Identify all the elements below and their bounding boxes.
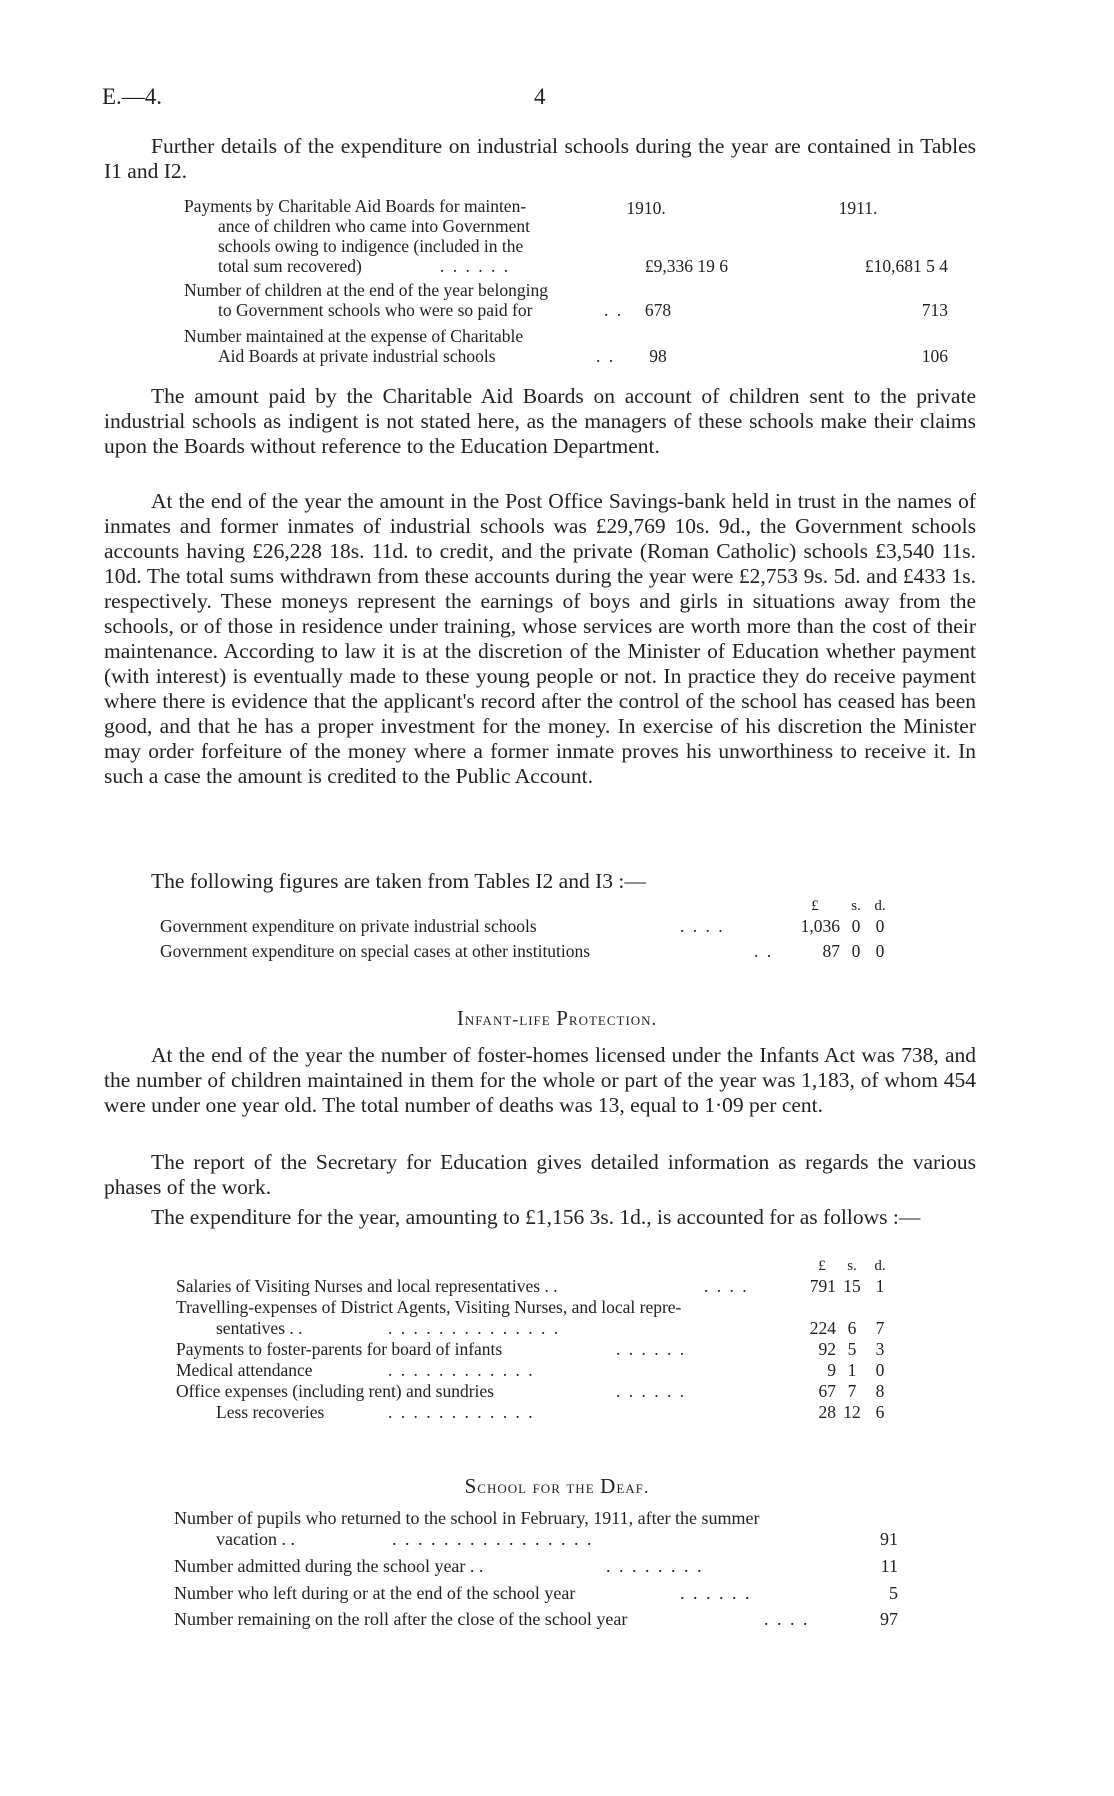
- maintained-1911-value: 106: [921, 346, 948, 366]
- leader-dots: . .: [604, 300, 624, 320]
- paragraph-report: The report of the Secretary for Education gives detailed information as regards the various phases of the work.: [104, 1150, 976, 1199]
- pounds-value: 28: [818, 1402, 836, 1422]
- document-reference: E.—4.: [102, 84, 163, 109]
- row-label: Number admitted during the school year . .: [174, 1556, 484, 1576]
- pence-value: 3: [875, 1339, 885, 1359]
- shillings-value: 5: [847, 1339, 857, 1359]
- page-number: 4: [534, 84, 546, 109]
- pounds-header: £: [811, 898, 819, 914]
- row-label: sentatives . .: [216, 1318, 303, 1338]
- row-label: Office expenses (including rent) and sundries: [176, 1381, 494, 1401]
- row-label: Number remaining on the roll after the close of the school year: [174, 1609, 628, 1629]
- paragraph-intro: Further details of the expenditure on industrial schools during the year are contained in Tables I1 and I2.: [104, 134, 976, 183]
- count-value: 5: [889, 1583, 898, 1603]
- payments-1910-value: £9,336 19 6: [644, 256, 728, 276]
- row-label: Payments to foster-parents for board of infants: [176, 1339, 503, 1359]
- table-row: [176, 1402, 926, 1423]
- table-row: [174, 1609, 904, 1631]
- pence-value: 0: [875, 1360, 885, 1380]
- page-header: [102, 84, 982, 114]
- table-row: [176, 1339, 926, 1360]
- leader-dots: . . . .: [680, 916, 725, 936]
- table-row: [160, 916, 920, 940]
- table-row: [174, 1556, 904, 1578]
- row-maintained-label-1: Number maintained at the expense of Charitable: [184, 326, 524, 346]
- leader-dots: . .: [596, 346, 616, 366]
- pence-header: d.: [874, 1258, 886, 1274]
- heading-initial: S: [464, 1474, 478, 1498]
- shillings-value: 0: [851, 941, 861, 961]
- pounds-value: 9: [827, 1360, 836, 1380]
- payments-1911-value: £10,681 5 4: [864, 256, 948, 276]
- heading-text: eaf.: [616, 1477, 650, 1497]
- table-row: [176, 1276, 926, 1297]
- table-row: [176, 1318, 926, 1339]
- row-label: Government expenditure on special cases at other institutions: [160, 941, 591, 961]
- pence-value: 7: [875, 1318, 885, 1338]
- children-1910-value: 678: [644, 300, 672, 320]
- pence-value: 6: [875, 1402, 885, 1422]
- table-row: [176, 1381, 926, 1402]
- leader-dots: . . . . . . . . . . . .: [388, 1360, 535, 1380]
- count-value: 11: [880, 1556, 898, 1576]
- pounds-value: 791: [809, 1276, 836, 1296]
- shillings-value: 0: [851, 916, 861, 936]
- pounds-value: 67: [818, 1381, 836, 1401]
- maintained-1910-value: 98: [649, 346, 667, 366]
- paragraph-boards: The amount paid by the Charitable Aid Boards on account of children sent to the private industrial schools as indigent is not stated here, as the managers of these schools make their claims upon the Boards without reference to the Education Department.: [104, 384, 976, 458]
- heading-text: chool for the: [477, 1477, 601, 1497]
- row-payments-label-3: schools owing to indigence (included in the: [218, 236, 524, 256]
- heading-infant-life-protection: [0, 1006, 1114, 1031]
- pounds-value: 87: [822, 941, 840, 961]
- leader-dots: . . . .: [764, 1609, 810, 1629]
- heading-text: nfant-life: [464, 1009, 557, 1029]
- leader-dots: . . . . . . . .: [606, 1556, 704, 1576]
- pence-value: 8: [875, 1381, 885, 1401]
- pounds-value: 92: [818, 1339, 836, 1359]
- pence-value: 1: [875, 1276, 885, 1296]
- infant-expenditure-table: [176, 1256, 926, 1422]
- leader-dots: . . . .: [704, 1276, 749, 1296]
- children-1911-value: 713: [921, 300, 948, 320]
- shillings-header: s.: [851, 898, 861, 914]
- row-label: Government expenditure on private industrial schools: [160, 916, 537, 936]
- paragraph-foster-homes: At the end of the year the number of foster-homes licensed under the Infants Act was 738, and the number of children maintained in them for the whole or part of the year was 1,183, of whom 454 were under one year old. The total number of deaths was 13, equal to 1·09 per cent.: [104, 1043, 976, 1117]
- paragraph-savings: At the end of the year the amount in the Post Office Savings-bank held in trust in the names of inmates and former inmates of industrial schools was £29,769 10s. 9d., the Government schools accounts having £26,228 18s. 11d. to credit, and the private (Roman Catholic) schools £3,540 11s. 10d. The total sums withdrawn from these accounts during the year were £2,753 9s. 5d. and £433 1s. respectively. These moneys represent the earnings of boys and girls in situations away from the schools, or of those in residence under training, whose services are worth more than the cost of their maintenance. According to law it is at the discretion of the Minister of Education whether payment (with interest) is eventually made to these young people or not. In practice they do receive payment where there is evidence that the applicant's record after the control of the school has ceased has been good, and that he has a proper investment for the money. In exercise of his discretion the Minister may order forfeiture of the money where a former inmate proves his unworthiness to receive it. In such a case the amount is credited to the Public Account.: [104, 489, 976, 788]
- row-label: Number of pupils who returned to the school in February, 1911, after the summer: [174, 1508, 760, 1528]
- year-1910-header: 1910.: [626, 198, 666, 218]
- pounds-header: £: [818, 1258, 826, 1274]
- leader-dots: . . . . . .: [680, 1583, 752, 1603]
- heading-initial: D: [600, 1474, 617, 1498]
- table-row: [174, 1583, 904, 1605]
- table-row: [160, 941, 920, 965]
- heading-initial: P: [556, 1006, 569, 1030]
- pounds-value: 1,036: [800, 916, 840, 936]
- shillings-value: 15: [843, 1276, 861, 1296]
- table-row: [176, 1360, 926, 1381]
- row-payments-label-4: total sum recovered): [218, 256, 362, 276]
- pence-value: 0: [875, 941, 885, 961]
- table-row: [174, 1529, 904, 1551]
- row-maintained-label-2: Aid Boards at private industrial schools: [218, 346, 496, 366]
- paragraph-figures: The following figures are taken from Tables I2 and I3 :—: [151, 869, 646, 893]
- row-label: Number who left during or at the end of the school year: [174, 1583, 576, 1603]
- deaf-school-table: [174, 1508, 904, 1638]
- leader-dots: . . . . . . . . . . . .: [388, 1402, 535, 1422]
- row-label: Travelling-expenses of District Agents, Visiting Nurses, and local repre-: [176, 1297, 682, 1317]
- shillings-value: 6: [847, 1318, 857, 1338]
- shillings-value: 1: [847, 1360, 857, 1380]
- leader-dots: . . . . . .: [616, 1339, 687, 1359]
- shillings-value: 7: [847, 1381, 857, 1401]
- leader-dots: . . . . . . . . . . . . . . . .: [392, 1529, 594, 1549]
- heading-text: rotection.: [568, 1009, 658, 1029]
- count-value: 91: [880, 1529, 898, 1549]
- heading-school-for-the-deaf: [0, 1474, 1114, 1499]
- year-1911-header: 1911.: [838, 198, 878, 218]
- row-children-label-2: to Government schools who were so paid for: [218, 300, 533, 320]
- government-expenditure-table: [160, 896, 920, 966]
- pounds-value: 224: [809, 1318, 836, 1338]
- table-row: [176, 1297, 926, 1318]
- row-label: Salaries of Visiting Nurses and local representatives . .: [176, 1276, 558, 1296]
- pence-header: d.: [874, 898, 886, 914]
- pence-value: 0: [875, 916, 885, 936]
- leader-dots: . . . . . . . . . . . . . .: [388, 1318, 561, 1338]
- leader-dots: . . . . . .: [616, 1381, 687, 1401]
- row-payments-label-2: ance of children who came into Government: [218, 216, 530, 236]
- shillings-header: s.: [847, 1258, 857, 1274]
- heading-initial: I: [456, 1006, 465, 1030]
- charitable-aid-table: [158, 196, 978, 376]
- count-value: 97: [880, 1609, 898, 1629]
- leader-dots: . . . . . .: [440, 256, 511, 276]
- paragraph-expenditure: The expenditure for the year, amounting to £1,156 3s. 1d., is accounted for as follows :—: [151, 1205, 921, 1229]
- row-label: Less recoveries: [216, 1402, 325, 1422]
- row-payments-label-1: Payments by Charitable Aid Boards for mainten-: [184, 196, 527, 216]
- shillings-value: 12: [843, 1402, 861, 1422]
- row-children-label-1: Number of children at the end of the year belonging: [184, 280, 548, 300]
- leader-dots: . .: [754, 941, 774, 961]
- row-label: vacation . .: [216, 1529, 295, 1549]
- row-label: Medical attendance: [176, 1360, 313, 1380]
- table-row: [174, 1508, 904, 1530]
